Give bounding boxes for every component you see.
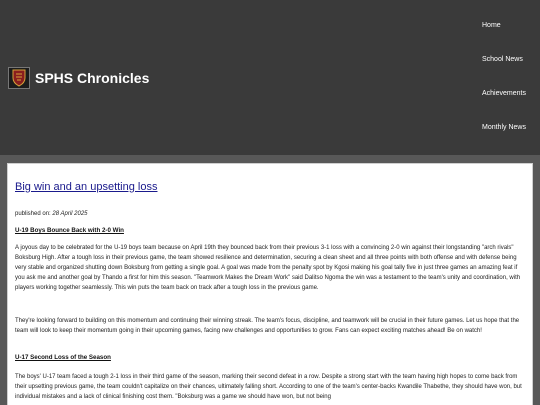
nav-item-achievements[interactable]: Achievements [482,90,526,97]
published-line [15,211,88,217]
paragraph-u19-1: A joyous day to be celebrated for the U-19 boys team because on April 19th they bounced back from their previous 3-1 loss with a convincing 2-0 win against their longstanding "arch rivals" Boksburg High. After a tough loss in their previous game, the team showed resilience and determination, securing a clean sheet and all three points with both offense and with defense being very stable and organized shutting down Boksburg from getting a single goal. A goal was made from the penalty spot by Kgosi making his goal tally five in just three games an amazing feat if you ask me and another goal by Thando a first for him this season. "Teamwork Makes the Dream Work" said Dalitso Ngoma the win was a testament to the team's unity and coordination, with players working together seamlessly. This win puts the team back on track after a tough loss in the previous game. [15,245,521,291]
section-heading-u17: U-17 Second Loss of the Season [15,354,111,361]
paragraph-u17-1: The boys' U-17 team faced a tough 2-1 loss in their third game of the season, marking their second defeat in a row. Despite a strong start with the team having high hopes to come back from their upsetting previous game, the team couldn't capitalize on their chances, ultimately falling short. According to one of the team's center-backs Kwandile Thabethe, they should have won, but individual mistakes and a lack of clinical finishing cost them. "Boksburg was a game we should have won, but not being [15,374,522,400]
site-title[interactable]: SPHS Chronicles [35,70,150,86]
brand[interactable] [8,66,149,90]
nav-item-school-news[interactable]: School News [482,56,523,63]
school-crest-logo [8,67,30,89]
paragraph-u19-2: They're looking forward to building on this momentum and continuing their winning streak. The team's focus, discipline, and teamwork will be crucial in their future games. Let us hope that the team will look to keep their momentum going in their upcoming games, facing new challenges and opportunities to grow. Fans can expect exciting matches ahead! Be on watch! [15,318,520,334]
published-date: 28 April 2025 [52,211,88,217]
main-nav [474,0,540,155]
section-heading-u19: U-19 Boys Bounce Back with 2-0 Win [15,227,124,234]
nav-item-monthly-news[interactable]: Monthly News [482,124,526,131]
published-label: published on: [15,211,51,217]
nav-item-home[interactable]: Home [482,22,501,29]
article-title[interactable]: Big win and an upsetting loss [15,181,158,193]
site-header [0,0,540,155]
article-card [7,163,533,405]
